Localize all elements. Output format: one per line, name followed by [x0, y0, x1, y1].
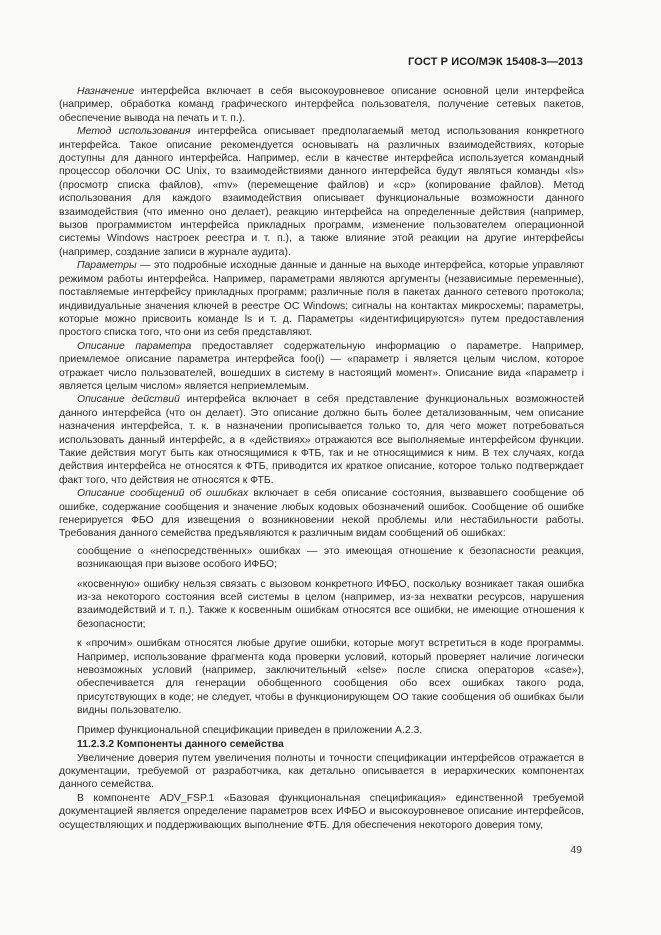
paragraph-parameters — [59, 259, 584, 339]
term-parameters: Параметры — [77, 260, 137, 272]
term-error-messages: Описание сообщений об ошибках — [77, 488, 249, 500]
paragraph-parameter-description — [59, 340, 584, 394]
paragraph-actions-description — [59, 393, 584, 487]
paragraph-purpose — [59, 85, 584, 125]
error-type-other: к «прочим» ошибкам относятся любые другие ошибки, которые могут встретиться в коде программы. Например, использование фрагмента кода проверки условий, который проверяет наличие логически невозможных условий (например, заключительный «else» после списка операторов «case»), обеспечивается для генерации обобщенного сообщения обо всех ошибках такого рода, присутствующих в коде; не следует, чтобы в функционирующем ОО такие сообщения об ошибках были видны пользователю. — [77, 638, 584, 717]
paragraph-text: интерфейса включает в себя высокоуровневое описание основной цели интерфейса (например, обработка команд графического интерфейса пользователя, получение сетевых пакетов, обеспечение вывода на печать и т. п.). — [59, 86, 584, 124]
term-actions-description: Описание действий — [77, 394, 180, 406]
paragraph-adv-fsp-1: В компоненте ADV_FSP.1 «Базовая функциональная спецификация» единственной требуемой документацией является определение параметров всех ИФБО и высокоуровневое описание интерфейсов, осуществляющих и поддерживающих выполнение ФТБ. Для обеспечения некоторого доверия тому, — [59, 792, 584, 831]
term-parameter-description: Описание параметра — [77, 340, 192, 352]
paragraph-assurance-increase: Увеличение доверия путем увеличения полноты и точности спецификации интерфейсов отражается в документации, требуемой от разработчика, как детально описывается в иерархических компонентах данного семейства. — [59, 752, 584, 791]
example-note: Пример функциональной спецификации приведен в приложении А.2.3. — [77, 724, 423, 736]
paragraph-text: интерфейса включает в себя представление функциональных возможностей данного интерфейса (что он делает). Это описание должно быть более детализованным, чем описание назначения интерфейса, т. к. в назначении прописывается только то, для чего может потребоваться использовать данный интерфейс, а в «действиях» отражаются все выполняемые интерфейсом функции. Такие действия могут быть как относящимися к ФТБ, так и не относящимися к ним. В тех случаях, когда действия интерфейса не относятся к ФТБ, приводится их краткое описание, которое только подтверждает факт того, что действия не относятся к ФТБ. — [59, 394, 585, 486]
paragraph-text: — это подробные исходные данные и данные на выходе интерфейса, которые управляют режимом работы интерфейса. Например, параметрами являются аргументы (независимые переменные), поставляемые интерфейсу прикладных программ; различные поля в пакетах данного сетевого протокола; индивидуальные значения ключей в реестре ОС Windows; сигналы на контактах микросхемы; параметры, которые можно присвоить команде ls и т. д. Параметры «идентифицируются» путем предоставления простого списка того, что они из себя представляют. — [59, 260, 584, 339]
page-number: 49 — [570, 844, 582, 856]
paragraph-method-of-use — [59, 125, 584, 259]
paragraph-text: предоставляет содержательную информацию о параметре. Например, приемлемое описание параметра интерфейса foo(i) — «параметр i является целым числом, которое отражает число пользователей, вошедших в систему в настоящий момент». Описание вида «параметр i является целым числом» является неприемлемым. — [59, 340, 584, 392]
error-type-direct: сообщение о «непосредственных» ошибках — это имеющая отношение к безопасности реакция, возникающая при вызове особого ИФБО; — [77, 545, 584, 571]
section-heading: 11.2.3.2 Компоненты данного семейства — [77, 739, 284, 751]
paragraph-text: интерфейса описывает предполагаемый метод использования конкретного интерфейса. Такое описание рекомендуется основывать на различных взаимодействиях, которые доступны для данного интерфейса. Например, если в качестве интерфейса используется командный процессор оболочки ОС Unix, то взаимодействиями данного интерфейса будут являться команды «ls» (просмотр списка файлов), «mv» (перемещение файлов) и «cp» (копирование файлов). Метод использования для каждого взаимодействия описывает функциональные возможности данного взаимодействия (что именно оно делает), реакцию интерфейса на определенные действия (например, вызов программистом интерфейса прикладных программ, изменение пользователем операционной системы Windows настроек реестра и т. п.), а также влияние этой реакции на другие интерфейсы (например, создание записи в журнале аудита). — [59, 126, 584, 258]
term-method-of-use: Метод использования — [77, 126, 191, 138]
page-body — [59, 85, 584, 832]
error-type-indirect: «косвенную» ошибку нельзя связать с вызовом конкретного ИФБО, поскольку возникает такая ошибка из-за некоторого состояния всей системы в целом (например, из-за нехватки ресурсов, нарушения взаимодействий и т. п.). Также к косвенным ошибкам относятся все ошибки, не имеющие отношения к безопасности; — [77, 578, 584, 630]
term-purpose: Назначение — [77, 86, 135, 97]
paragraph-text: включает в себя описание состояния, вызвавшего сообщение об ошибке, содержание сообщения и значение любых кодовых обозначений ошибок. Сообщение об ошибке генерируется ФБО для извещения о возникновении некой проблемы или нестабильности работы. Требования данного семейства предъявляются к различным видам сообщений об ошибках: — [59, 488, 584, 540]
document-header: ГОСТ Р ИСО/МЭК 15408-3—2013 — [408, 56, 583, 68]
paragraph-error-messages — [59, 487, 584, 541]
